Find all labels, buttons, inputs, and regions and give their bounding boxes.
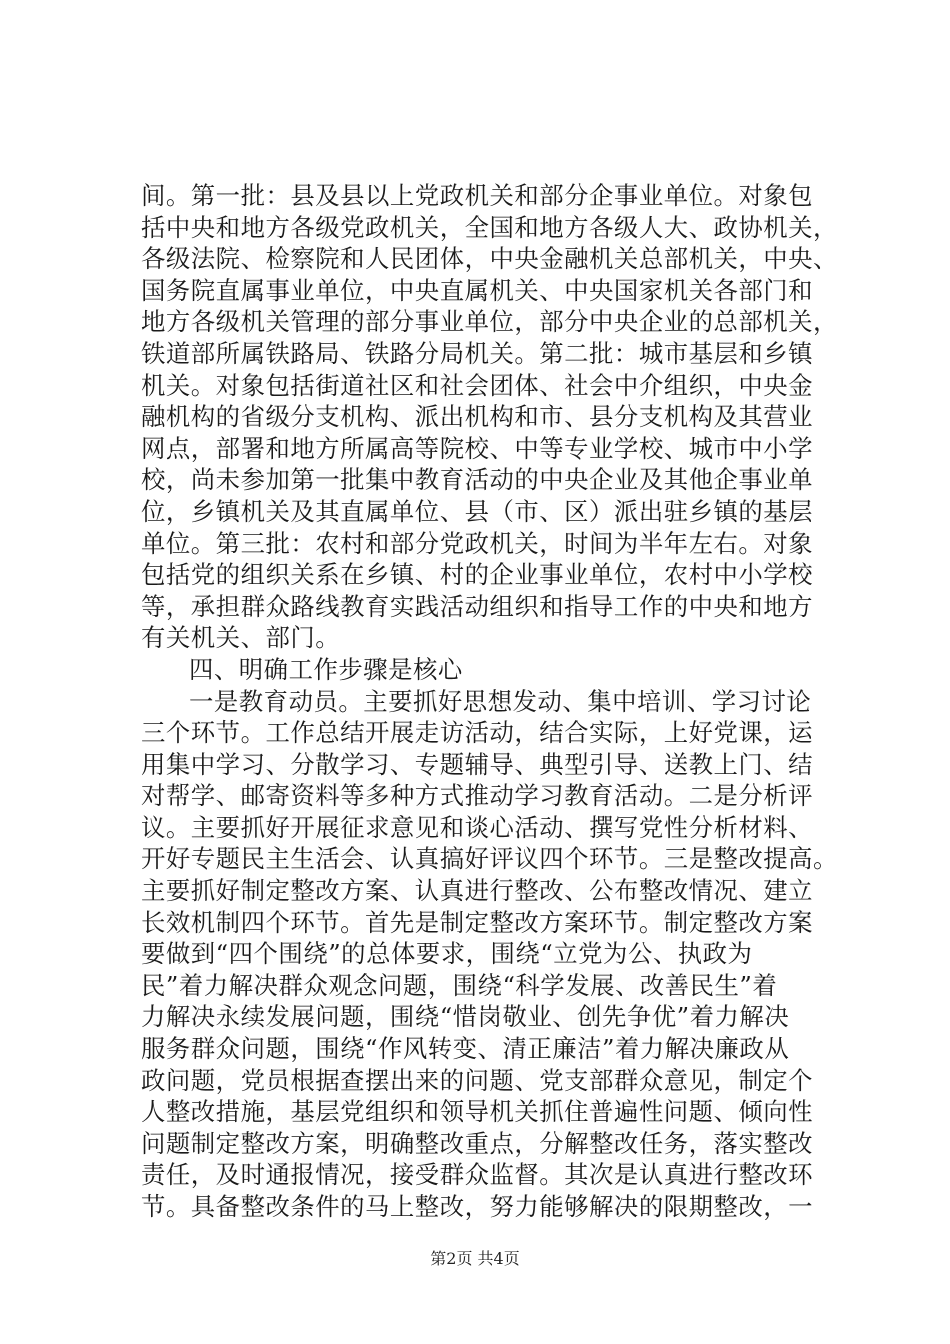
text-line: 用集中学习、分散学习、专题辅导、典型引导、送教上门、结 xyxy=(141,749,814,779)
paragraph-first-line: 一是教育动员。主要抓好思想发动、集中培训、学习讨论 xyxy=(189,686,812,716)
text-line: 各级法院、检察院和人民团体，中央金融机关总部机关，中央、 xyxy=(141,244,838,274)
text-line: 长效机制四个环节。首先是制定整改方案环节。制定整改方案 xyxy=(141,907,814,937)
text-line: 位，乡镇机关及其直属单位、县（市、区）派出驻乡镇的基层 xyxy=(141,496,814,526)
text-line: 政问题，党员根据查摆出来的问题、党支部群众意见，制定个 xyxy=(141,1065,814,1095)
text-line: 间。第一批：县及县以上党政机关和部分企事业单位。对象包 xyxy=(141,181,814,210)
text-line: 铁道部所属铁路局、铁路分局机关。第二批：城市基层和乡镇 xyxy=(141,338,814,368)
page-number-footer: 第2页 共4页 xyxy=(430,1249,520,1268)
text-line: 力解决永续发展问题，围绕“惜岗敬业、创先争优”着力解决 xyxy=(141,1002,790,1032)
text-line: 三个环节。工作总结开展走访活动，结合实际，上好党课，运 xyxy=(141,718,814,748)
text-line: 对帮学、邮寄资料等多种方式推动学习教育活动。二是分析评 xyxy=(141,781,814,811)
text-line: 校，尚未参加第一批集中教育活动的中央企业及其他企事业单 xyxy=(141,465,814,495)
text-line: 服务群众问题，围绕“作风转变、清正廉洁”着力解决廉政从 xyxy=(141,1034,790,1064)
text-line: 包括党的组织关系在乡镇、村的企业事业单位，农村中小学校 xyxy=(141,560,814,590)
section-heading: 四、明确工作步骤是核心 xyxy=(189,654,463,684)
text-line: 节。具备整改条件的马上整改，努力能够解决的限期整改，一 xyxy=(141,1192,814,1221)
text-line: 民”着力解决群众观念问题，围绕“科学发展、改善民生”着 xyxy=(141,970,778,1000)
text-line: 机关。对象包括街道社区和社会团体、社会中介组织，中央金 xyxy=(141,370,814,400)
text-line: 国务院直属事业单位，中央直属机关、中央国家机关各部门和 xyxy=(141,275,814,305)
text-line: 地方各级机关管理的部分事业单位，部分中央企业的总部机关， xyxy=(141,307,838,337)
text-line: 问题制定整改方案，明确整改重点，分解整改任务，落实整改 xyxy=(141,1128,814,1158)
document-body xyxy=(141,180,838,1223)
text-line: 网点，部署和地方所属高等院校、中等专业学校、城市中小学 xyxy=(141,433,814,463)
text-line: 开好专题民主生活会、认真搞好评议四个环节。三是整改提高。 xyxy=(141,844,838,874)
text-line: 有关机关、部门。 xyxy=(141,623,341,653)
text-line: 括中央和地方各级党政机关，全国和地方各级人大、政协机关， xyxy=(141,212,838,242)
text-line: 要做到“四个围绕”的总体要求，围绕“立党为公、执政为 xyxy=(141,939,753,969)
text-line: 人整改措施，基层党组织和领导机关抓住普遍性问题、倾向性 xyxy=(141,1097,814,1127)
text-line: 责任，及时通报情况，接受群众监督。其次是认真进行整改环 xyxy=(141,1160,814,1190)
text-line: 等，承担群众路线教育实践活动组织和指导工作的中央和地方 xyxy=(141,591,814,621)
text-line: 主要抓好制定整改方案、认真进行整改、公布整改情况、建立 xyxy=(141,876,814,906)
text-line: 议。主要抓好开展征求意见和谈心活动、撰写党性分析材料、 xyxy=(141,812,814,842)
text-line: 融机构的省级分支机构、派出机构和市、县分支机构及其营业 xyxy=(141,402,814,432)
text-line: 单位。第三批：农村和部分党政机关，时间为半年左右。对象 xyxy=(141,528,814,558)
